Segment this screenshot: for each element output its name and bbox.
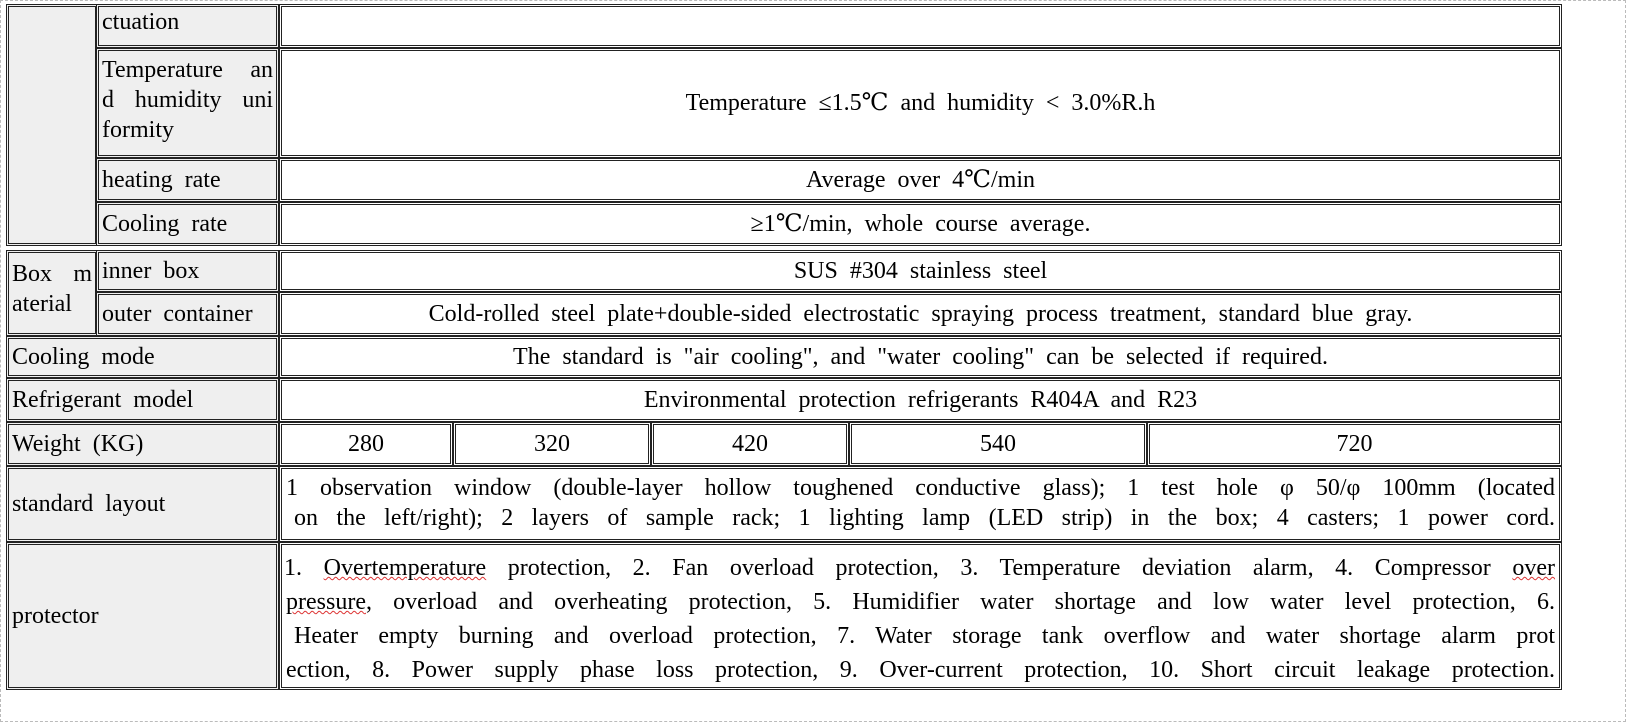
label-weight-text: Weight (KG) (12, 431, 144, 457)
protector-text: 1. (284, 555, 324, 581)
label-uniformity-line: Temperature an (102, 57, 273, 83)
label-weight (6, 422, 279, 466)
value-protector (279, 542, 1562, 690)
label-protector (6, 542, 279, 690)
spellcheck-word: over (1512, 555, 1556, 581)
value-refrigerant (279, 378, 1562, 422)
value-outer-container (279, 292, 1562, 336)
label-refrigerant-text: Refrigerant model (12, 387, 194, 413)
label-standard-layout (6, 466, 279, 542)
value-cooling-rate (279, 202, 1562, 246)
label-standard-layout-text: standard layout (12, 491, 166, 517)
protector-line: ection, 8. Power supply phase loss protection, 9. Over-current protection, 10. Short circuit leakage protection. (286, 657, 1555, 683)
value-weight-text: 280 (348, 431, 384, 457)
label-refrigerant (6, 378, 279, 422)
value-weight-text: 420 (732, 431, 768, 457)
label-cooling-mode (6, 336, 279, 378)
value-outer-container-text: Cold-rolled steel plate+double-sided electrostatic spraying process treatment, standard blue gray. (428, 301, 1413, 327)
value-uniformity-text: Temperature ≤1.5℃ and humidity < 3.0%R.h (685, 90, 1156, 116)
label-cooling-rate-text: Cooling rate (102, 211, 228, 237)
label-uniformity (96, 48, 279, 158)
label-actuation-text: ctuation (102, 9, 180, 35)
label-actuation (96, 4, 279, 48)
label-box-material (6, 250, 98, 336)
value-weight-2 (453, 422, 651, 466)
value-cooling-rate-text: ≥1℃/min, whole course average. (750, 211, 1091, 237)
value-cooling-mode-text: The standard is "air cooling", and "water cooling" can be selected if required. (513, 344, 1328, 370)
group-cell-performance (6, 4, 98, 246)
value-weight-4 (849, 422, 1147, 466)
value-uniformity (279, 48, 1562, 158)
label-box-material-line: Box m (12, 261, 92, 287)
protector-line (282, 585, 1559, 619)
value-actuation (279, 4, 1562, 48)
layout-line: on the left/right); 2 layers of sample rack; 1 lighting lamp (LED strip) in the box; 4 casters; 1 power cord. (294, 505, 1555, 531)
label-cooling-mode-text: Cooling mode (12, 344, 155, 370)
value-weight-text: 720 (1336, 431, 1373, 457)
value-standard-layout (279, 466, 1562, 542)
protector-line (282, 551, 1559, 585)
value-weight-1 (279, 422, 453, 466)
label-outer-container (96, 292, 279, 336)
value-weight-3 (651, 422, 849, 466)
value-weight-5 (1147, 422, 1562, 466)
label-heating-rate (96, 158, 279, 202)
label-uniformity-line: formity (102, 117, 174, 143)
label-inner-box-text: inner box (102, 258, 200, 284)
label-outer-container-text: outer container (102, 301, 253, 327)
label-uniformity-line: d humidity uni (102, 87, 273, 113)
layout-line: 1 observation window (double-layer hollow toughened conductive glass); 1 test hole φ 50/φ 100mm (located (286, 475, 1555, 501)
value-weight-text: 540 (980, 431, 1016, 457)
protector-text: protection, 2. Fan overload protection, 3. Temperature deviation alarm, 4. Compressor (486, 555, 1513, 581)
label-box-material-line: aterial (12, 291, 72, 317)
value-heating-rate (279, 158, 1562, 202)
label-heating-rate-text: heating rate (102, 167, 221, 193)
value-inner-box-text: SUS #304 stainless steel (793, 258, 1048, 284)
value-weight-text: 320 (534, 431, 570, 457)
value-heating-rate-text: Average over 4℃/min (806, 167, 1035, 193)
protector-text: , overload and overheating protection, 5. Humidifier water shortage and low water level protection, 6. (365, 589, 1555, 615)
value-refrigerant-text: Environmental protection refrigerants R404A and R23 (643, 387, 1198, 413)
label-cooling-rate (96, 202, 279, 246)
spellcheck-word: Overtemperature (323, 555, 487, 581)
label-inner-box (96, 250, 279, 292)
protector-line: Heater empty burning and overload protection, 7. Water storage tank overflow and water shortage alarm prot (294, 623, 1555, 649)
spellcheck-word: pressure (286, 589, 366, 615)
value-inner-box (279, 250, 1562, 292)
label-protector-text: protector (12, 603, 99, 629)
value-cooling-mode (279, 336, 1562, 378)
